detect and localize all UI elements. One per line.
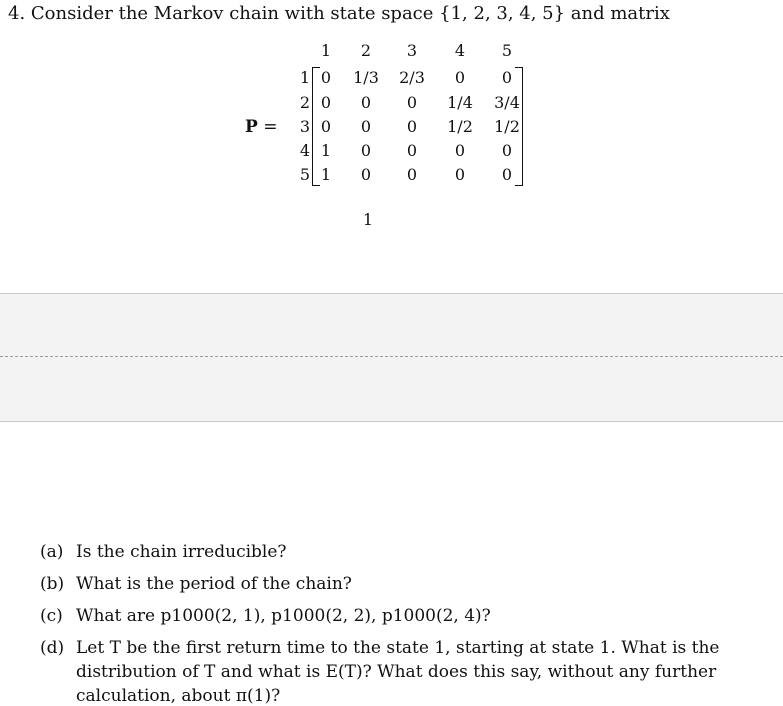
- matrix-cell: 0: [406, 141, 418, 160]
- matrix-cell: 0: [320, 68, 332, 87]
- matrix-cell: 0: [501, 165, 513, 184]
- question-d-line: Let T be the first return time to the state 1, starting at state 1. What is the: [76, 638, 720, 658]
- matrix-cell: 1/4: [447, 93, 473, 112]
- row-label: 1: [299, 68, 310, 87]
- page-gap-bottom: [0, 357, 783, 422]
- column-header: 2: [360, 41, 372, 60]
- row-label: 4: [299, 141, 310, 160]
- transition-matrix: [0, 0, 783, 240]
- matrix-cell: 1: [320, 165, 332, 184]
- column-header: 3: [406, 41, 418, 60]
- matrix-cell: 0: [406, 117, 418, 136]
- matrix-cell: 0: [360, 117, 372, 136]
- matrix-cell: 1/2: [494, 117, 520, 136]
- column-header: 4: [454, 41, 466, 60]
- matrix-cell: 0: [360, 93, 372, 112]
- page-number: 1: [362, 210, 374, 229]
- matrix-cell: 0: [406, 93, 418, 112]
- matrix-cell: 1/2: [447, 117, 473, 136]
- matrix-cell: 0: [360, 141, 372, 160]
- page-gap-top: [0, 293, 783, 357]
- question-d-line: calculation, about π(1)?: [76, 686, 281, 706]
- row-label: 2: [299, 93, 310, 112]
- matrix-cell: 0: [454, 141, 466, 160]
- matrix-cell: 0: [360, 165, 372, 184]
- matrix-cell: 0: [454, 165, 466, 184]
- matrix-left-bracket: [312, 67, 320, 186]
- matrix-cell: 1: [320, 141, 332, 160]
- column-header: 5: [501, 41, 513, 60]
- row-label: 3: [299, 117, 310, 136]
- matrix-cell: 0: [454, 68, 466, 87]
- matrix-cell: 0: [501, 68, 513, 87]
- matrix-label: P =: [245, 117, 278, 137]
- question-d-line: distribution of T and what is E(T)? What does this say, without any further: [76, 662, 717, 682]
- column-header: 1: [320, 41, 332, 60]
- problem-title: 4. Consider the Markov chain with state space {1, 2, 3, 4, 5} and matrix: [8, 3, 670, 24]
- matrix-cell: 1/3: [353, 68, 379, 87]
- matrix-cell: 0: [501, 141, 513, 160]
- matrix-cell: 2/3: [399, 68, 425, 87]
- matrix-cell: 0: [320, 93, 332, 112]
- row-label: 5: [299, 165, 310, 184]
- page-break-divider: [0, 356, 783, 357]
- matrix-cell: 0: [320, 117, 332, 136]
- matrix-cell: 0: [406, 165, 418, 184]
- matrix-cell: 3/4: [494, 93, 520, 112]
